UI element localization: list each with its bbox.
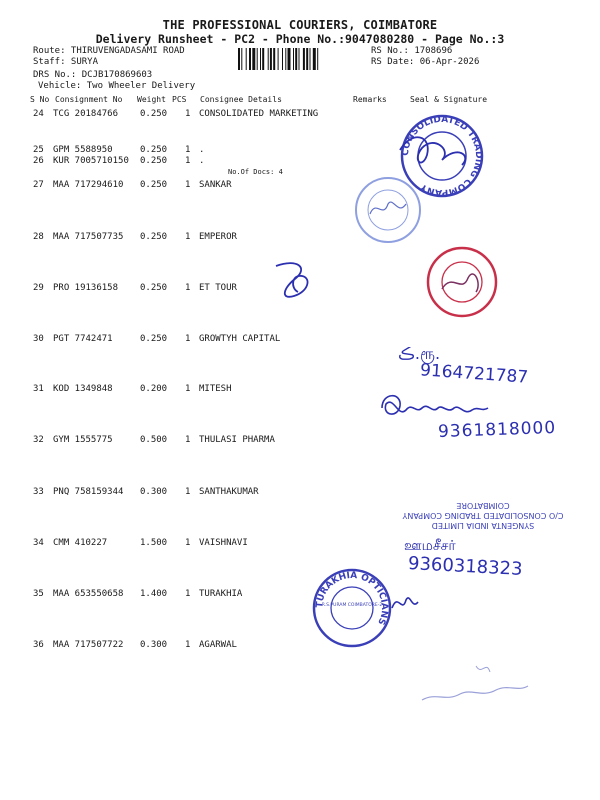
- row-weight: 0.250: [140, 156, 168, 166]
- table-row: [0, 232, 600, 244]
- row-consignment-no: MAA 717507722: [53, 640, 124, 650]
- col-header-weight: Weight: [137, 95, 166, 104]
- row-consignee: MITESH: [199, 384, 232, 394]
- row-pcs: 1: [185, 232, 191, 242]
- row-weight: 0.200: [140, 384, 168, 394]
- row-consignee: SANKAR: [199, 180, 232, 190]
- row-weight: 1.500: [140, 538, 168, 548]
- col-header-seal: Seal & Signature: [410, 95, 488, 104]
- row-consignee: THULASI PHARMA: [199, 435, 275, 445]
- row-consignee: CONSOLIDATED MARKETING: [199, 109, 319, 119]
- row-consignment-no: GYM 1555775: [53, 435, 113, 445]
- row-consignment-no: MAA 717507735: [53, 232, 124, 242]
- row-pcs: 1: [185, 283, 191, 293]
- row-consignment-no: TCG 20184766: [53, 109, 119, 119]
- row-consignment-no: PNQ 758159344: [53, 487, 124, 497]
- runsheet-subtitle: Delivery Runsheet - PC2 - Phone No.:9047080280 - Page No.:3: [95, 32, 505, 46]
- row-consignment-no: KUR 7005710150: [53, 156, 129, 166]
- row-weight: 0.250: [140, 145, 168, 155]
- row-consignee: AGARWAL: [199, 640, 237, 650]
- row-weight: 1.400: [140, 589, 168, 599]
- syngenta-stamp-line2: C/O CONSOLIDATED TRADING COMPANY: [402, 511, 564, 520]
- rs-date: RS Date: 06-Apr-2026: [371, 57, 480, 67]
- barcode-image: [238, 48, 368, 70]
- row-pcs: 1: [185, 334, 191, 344]
- table-row: [0, 109, 600, 121]
- row-consignee: .: [199, 145, 205, 155]
- drs-number: DRS No.: DCJB170869603: [33, 70, 153, 80]
- row-weight: 0.250: [140, 283, 168, 293]
- row-sno: 36: [33, 640, 44, 650]
- row-consignee: .: [199, 156, 205, 166]
- handwritten-phone-2: 9361818000: [437, 417, 557, 443]
- row-consignment-no: GPM 5588950: [53, 145, 113, 155]
- row-consignment-no: CMM 410227: [53, 538, 108, 548]
- faint-signature: [416, 656, 536, 712]
- company-title: THE PROFESSIONAL COURIERS, COIMBATORE: [162, 18, 438, 32]
- row-pcs: 1: [185, 640, 191, 650]
- staff-label: Staff: SURYA: [33, 57, 99, 67]
- col-header-consignee: Consignee Details: [200, 95, 282, 104]
- rs-number: RS No.: 1708696: [371, 46, 453, 56]
- row-consignment-no: PRO 19136158: [53, 283, 119, 293]
- row-pcs: 1: [185, 384, 191, 394]
- col-header-pcs: PCS: [172, 95, 187, 104]
- handwritten-initials: ڪ.ரூ.: [398, 344, 441, 363]
- row-consignment-no: MAA 717294610: [53, 180, 124, 190]
- row-consignee: VAISHNAVI: [199, 538, 248, 548]
- row-weight: 0.250: [140, 334, 168, 344]
- row-weight: 0.250: [140, 109, 168, 119]
- no-of-docs-note: No.Of Docs: 4: [228, 168, 283, 176]
- faint-round-stamp: [348, 174, 430, 246]
- row-consignee: TURAKHIA: [199, 589, 243, 599]
- row-weight: 0.500: [140, 435, 168, 445]
- row-sno: 28: [33, 232, 44, 242]
- row-consignee: GROWTYH CAPITAL: [199, 334, 281, 344]
- row-consignment-no: KOD 1349848: [53, 384, 113, 394]
- row-consignee: EMPEROR: [199, 232, 237, 242]
- row-sno: 27: [33, 180, 44, 190]
- row-consignee: SANTHAKUMAR: [199, 487, 259, 497]
- handwritten-phone-1: 9164721787: [419, 360, 529, 388]
- signature-3: [376, 388, 496, 424]
- row-pcs: 1: [185, 589, 191, 599]
- table-row: [0, 487, 600, 499]
- row-weight: 0.300: [140, 640, 168, 650]
- table-row: [0, 640, 600, 652]
- row-pcs: 1: [185, 180, 191, 190]
- signature-2: [268, 258, 324, 304]
- syngenta-stamp: [388, 500, 578, 530]
- row-pcs: 1: [185, 109, 191, 119]
- consolidated-stamp-text: CONSOLIDATED TRADING COMPANY: [400, 114, 484, 198]
- turakhia-stamp-text: TURAKHIA OPTICIANS: [314, 570, 390, 627]
- row-pcs: 1: [185, 435, 191, 445]
- table-row: [0, 334, 600, 346]
- table-row: [0, 156, 600, 168]
- row-pcs: 1: [185, 145, 191, 155]
- row-sno: 35: [33, 589, 44, 599]
- row-weight: 0.300: [140, 487, 168, 497]
- row-sno: 32: [33, 435, 44, 445]
- row-sno: 25: [33, 145, 44, 155]
- col-header-remarks: Remarks: [353, 95, 387, 104]
- handwritten-tamil-name: ஊமசீசர்: [404, 538, 456, 554]
- table-row: [0, 589, 600, 601]
- col-header-sno: S No: [30, 95, 50, 104]
- syngenta-stamp-line3: COIMBATORE: [456, 501, 510, 510]
- signature-4: [388, 588, 424, 618]
- red-round-stamp: [424, 244, 502, 320]
- row-sno: 26: [33, 156, 44, 166]
- handwritten-phone-3: 9360318323: [407, 553, 524, 580]
- turakhia-stamp-inner: R.S.PURAM COIMBATORE-2: [321, 603, 383, 608]
- row-sno: 24: [33, 109, 44, 119]
- route-label: Route: THIRUVENGADASAMI ROAD: [33, 46, 185, 56]
- turakhia-opticians-stamp: [310, 566, 394, 650]
- row-consignment-no: MAA 653550658: [53, 589, 124, 599]
- vehicle-label: Vehicle: Two Wheeler Delivery: [38, 81, 196, 91]
- row-pcs: 1: [185, 487, 191, 497]
- table-row: [0, 538, 600, 550]
- row-sno: 34: [33, 538, 44, 548]
- row-consignment-no: PGT 7742471: [53, 334, 113, 344]
- row-sno: 29: [33, 283, 44, 293]
- col-header-consignment: Consignment No: [55, 95, 123, 104]
- row-consignee: ET TOUR: [199, 283, 237, 293]
- row-sno: 33: [33, 487, 44, 497]
- row-weight: 0.250: [140, 232, 168, 242]
- row-sno: 31: [33, 384, 44, 394]
- row-pcs: 1: [185, 156, 191, 166]
- row-weight: 0.250: [140, 180, 168, 190]
- syngenta-stamp-line1: SYNGENTA INDIA LIMITED: [431, 521, 535, 530]
- row-pcs: 1: [185, 538, 191, 548]
- table-row: [0, 180, 600, 192]
- row-sno: 30: [33, 334, 44, 344]
